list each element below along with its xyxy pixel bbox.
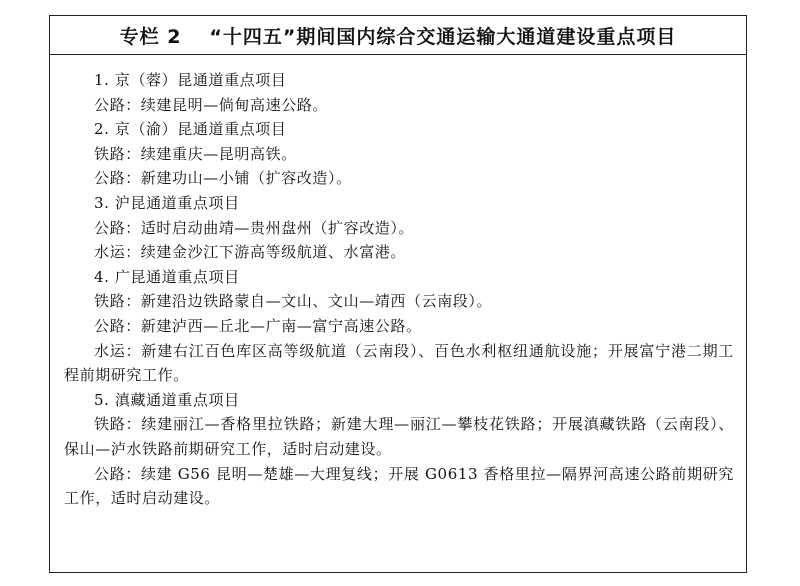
section-heading: 2. 京（渝）昆通道重点项目: [94, 120, 287, 139]
project-line: 铁路：续建重庆—昆明高铁。: [94, 144, 297, 163]
section-heading: 5. 滇藏通道重点项目: [94, 390, 240, 409]
project-line: 公路：适时启动曲靖—贵州盘州（扩容改造）。: [94, 218, 415, 237]
section-heading: 3. 沪昆通道重点项目: [94, 193, 240, 212]
project-line: 公路：续建昆明—倘甸高速公路。: [94, 95, 329, 114]
box-title-text: “十四五”期间国内综合交通运输大通道建设重点项目: [209, 25, 677, 48]
project-line: 公路：新建功山—小铺（扩容改造）。: [94, 169, 352, 188]
project-line: 铁路：新建沿边铁路蒙自—文山、文山—靖西（云南段）。: [94, 292, 493, 311]
project-paragraph: 水运：新建右江百色库区高等级航道（云南段）、百色水利枢纽通航设施；开展富宁港二期工程前期研究工作。: [64, 341, 734, 385]
box-header: [50, 16, 746, 55]
box-label: 专栏 2: [119, 25, 182, 48]
project-line: 水运：续建金沙江下游高等级航道、水富港。: [94, 243, 407, 262]
box-title: [120, 22, 677, 49]
section-heading: 1. 京（蓉）昆通道重点项目: [94, 71, 287, 89]
project-paragraph: 公路：续建 G56 昆明—楚雄—大理复线；开展 G0613 香格里拉—隔界河高速公路前期研究工作，适时启动建设。: [64, 464, 734, 508]
feature-box: [49, 15, 747, 573]
box-content: [50, 55, 746, 511]
project-line: 公路：新建泸西—丘北—广南—富宁高速公路。: [94, 316, 422, 335]
project-paragraph: 铁路：续建丽江—香格里拉铁路；新建大理—丽江—攀枝花铁路；开展滇藏铁路（云南段）、保山—泸水铁路前期研究工作，适时启动建设。: [64, 415, 734, 458]
section-heading: 4. 广昆通道重点项目: [94, 267, 240, 286]
